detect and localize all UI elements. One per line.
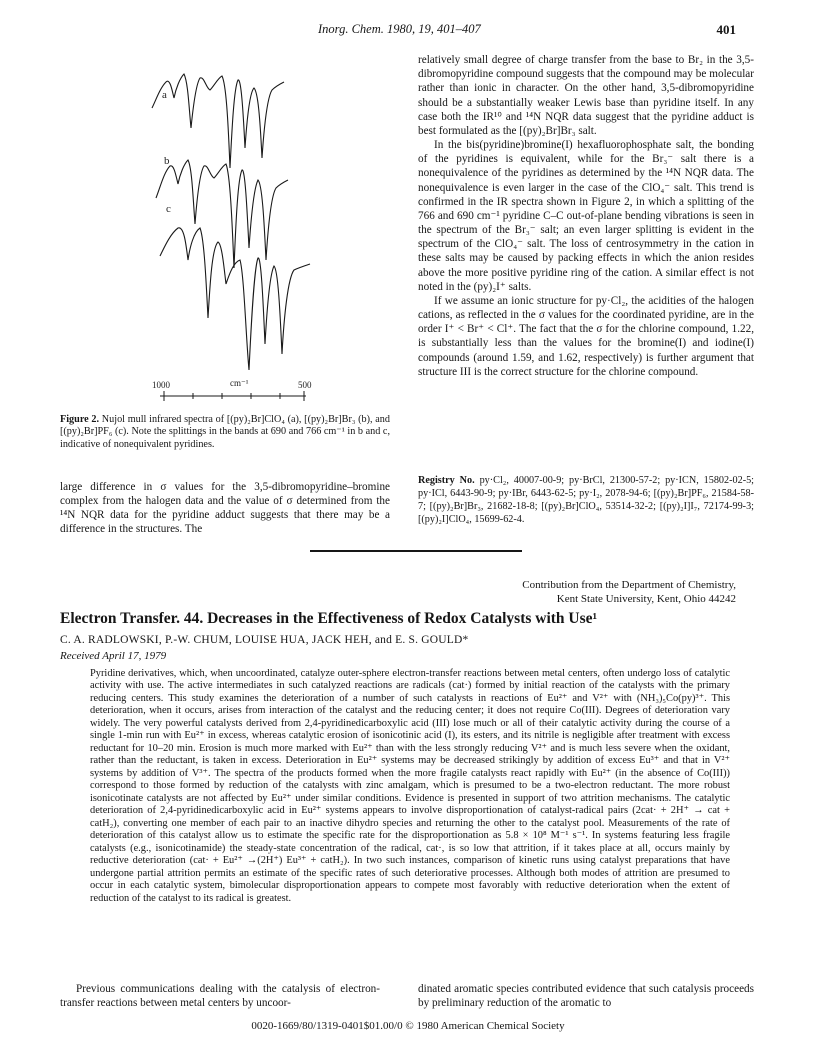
axis-tick-500: 500 [298,380,312,390]
figure-caption [60,414,390,451]
abstract: Pyridine derivatives, which, when uncoordinated, catalyze outer-sphere electron-transfer reactions between metal centers, often undergo loss of catalytic activity with use. The active intermediates in such catalyzed reactions are radicals (cat·) formed by initial reaction of the catalysts with the primary reducing centers. This study examines the deterioration of a number of such catalysts in reactions of Eu²⁺ and V²⁺ with (NH₃)₅Co(py)³⁺. This deterioration, when it occurs, arises from interaction of the catalyst and the reducing center; it does not require Co(III). Degrees of deterioration vary widely. The very powerful catalysts derived from 2,4-pyridinedicarboxylic acid (III) lose much or all of their catalytic activity during the course of a single 1-min run with Eu²⁺ in excess, whereas catalytic erosion of isonicotinic acid (I), its esters, and its nitrile is negligible after treatment with excess reductant for 10–20 min. Erosion is much more marked with Eu²⁺ than with the less strongly reducing V²⁺ and is much less severe when the oxidant, rather than the reductant, is taken in excess. Deterioration in Eu²⁺ systems may be decreased strikingly by addition of excess Eu³⁺ and that in V²⁺ systems by addition of V³⁺. The spectra of the products formed when the more fragile catalysts react rapidly with Eu²⁺ (in the absence of Co(III)) correspond to those formed by reduction of the catalysts with zinc amalgam, which is presumed to be a two-electron reductant. The more robust isonicotinate catalysts are not affected by Eu²⁺ under similar conditions. Evidence is presented in support of two attrition mechanisms. The catalytic deterioration of 2,4-pyridinedicarboxylic acid in Eu²⁺ systems appears to involve disproportionation of catalyst-radical pairs (2cat· + 2H⁺ → cat + catH₂), converting one member of each pair to an inactive dihydro species and returning the other to the catalyst pool. Measurements of the rate of deterioration of this catalyst allow us to estimate the specific rate for the disproportionation as 5.8 × 10⁸ M⁻¹ s⁻¹. In systems featuring less fragile catalysts (e.g., isonicotinamide) the steady-state concentration of the radical, cat·, is so low that attrition, if it takes place at all, occurs mainly by reductive deterioration (cat· + Eu²⁺ →(2H⁺) Eu³⁺ + catH₂). In two such instances, comparison of kinetic runs using catalyst preparations that have undergone partial attrition permits an estimate of the specific rates of such deteriorative processes. Although both modes of attrition are presumed to occur in each catalytic system, bimolecular disproportionation appears to compete most favorably with reductive deterioration when the extent of reduction of the catalyst to its radical is greatest. [90,668,730,904]
left-column-text: large difference in σ values for the 3,5-dibromopyridine–bromine complex from the halogen data and the value of σ determined from the ¹⁴N NQR data for the pyridine adduct suggests that there may be a difference in the structures. The [60,481,390,536]
ir-spectra-plot [60,48,390,406]
section-divider [310,550,522,552]
right-column [418,53,754,379]
article-title: Electron Transfer. 44. Decreases in the Effectiveness of Redox Catalysts with Use¹ [60,610,598,627]
spectrum-trace-a [152,74,284,168]
journal-citation: Inorg. Chem. 1980, 19, 401–407 [318,22,481,36]
affiliation-line: Kent State University, Kent, Ohio 44242 [556,593,736,606]
registry-text: py·Cl₂, 40007-00-9; py·BrCl, 21300-57-2; py·ICN, 15802-02-5; py·ICl, 6443-90-9; py·IBr, 6443-62-5; py·I₂, 2078-94-6; [(py)₂Br]PF₆, 21584-58-7; [(py)₂Br]Br₃, 21682-18-8; [(py)₂Br]ClO₄, 53514-32-2; [(py)₂I]I₇, 72174-99-3; [(py)₂I]ClO₄, 15699-62-4. [418,475,755,526]
body-text-right: dinated aromatic species contributed evidence that such catalysis proceeds by preliminary reduction of the aromatic to [418,983,754,1010]
author-list: C. A. RADLOWSKI, P.-W. CHUM, LOUISE HUA, JACK HEH, and E. S. GOULD* [60,634,469,646]
contribution-affiliation [406,578,736,607]
affiliation-line: Contribution from the Department of Chemistry, [522,579,736,591]
received-date: Received April 17, 1979 [60,650,167,662]
axis-unit-label: cm⁻¹ [230,378,249,388]
paragraph: In the bis(pyridine)bromine(I) hexafluorophosphate salt, the bonding of the pyridines is equivalent, while for the Br₃⁻ salt there is a nonequivalence of the pyridines as determined by the ¹⁴N NQR data. The nonequivalence is even larger in the case of the ClO₄⁻ salt. This trend is confirmed in the IR spectra shown in Figure 2, in which a splitting of the 766 and 690 cm⁻¹ pyridine C–C out-of-plane bending vibrations is seen in the spectrum of the Br₃⁻ salt; an even larger splitting is evident in the spectrum of the ClO₄⁻ salt. The loss of centrosymmetry in the cation in these salts may be caused by packing effects in which the anion resides above the more positive pyridine ring of the cation. A similar effect is not noted in the (py)₂I⁺ salts. [418,139,754,293]
registry-numbers [418,474,754,526]
ir-spectra-figure [60,48,390,406]
body-text-left: Previous communications dealing with the catalysis of electron-transfer reactions between metal centers by uncoor- [60,983,380,1010]
figure-caption-text: Nujol mull infrared spectra of [(py)₂Br]ClO₄ (a), [(py)₂Br]Br₃ (b), and [(py)₂Br]PF₆ (c). Note the splittings in the bands at 690 and 766 cm⁻¹ in b and c, indicative of nonequivalent pyridines. [60,414,390,450]
spectrum-label-b: b [164,155,170,167]
paragraph: If we assume an ionic structure for py·Cl₂, the acidities of the halogen cations, as reflected in the σ values for the coordinated pyridine, are in the order I⁺ < Br⁺ < Cl⁺. The fact that the σ for the chlorine compound, 1.22, is substantially less than the values for the bromine(I) and iodine(I) compounds (around 1.59, and 1.62, respectively) is further argument that structure III is the correct structure for the chlorine compound. [418,294,754,378]
figure-caption-label: Figure 2. [60,414,100,425]
page-number: 401 [716,22,736,37]
spectrum-label-c: c [166,203,171,215]
wavenumber-axis [160,391,306,401]
axis-tick-1000: 1000 [152,380,170,390]
paragraph: relatively small degree of charge transfer from the base to Br₂ in the 3,5-dibromopyridine compound suggests that the compound may be molecular rather than ionic in character. On the other hand, 3,5-dibromopyridine should be a substantially weaker Lewis base than pyridine itself. In any case both the IR¹⁰ and ¹⁴N NQR data suggest that the pyridine adduct is best formulated as the [(py)₂Br]Br₃ salt. [418,54,754,137]
copyright-footer: 0020-1669/80/1319-0401$01.00/0 © 1980 American Chemical Society [251,1020,565,1032]
spectrum-label-a: a [162,89,167,101]
running-head [0,22,816,42]
registry-label: Registry No. [418,475,475,486]
